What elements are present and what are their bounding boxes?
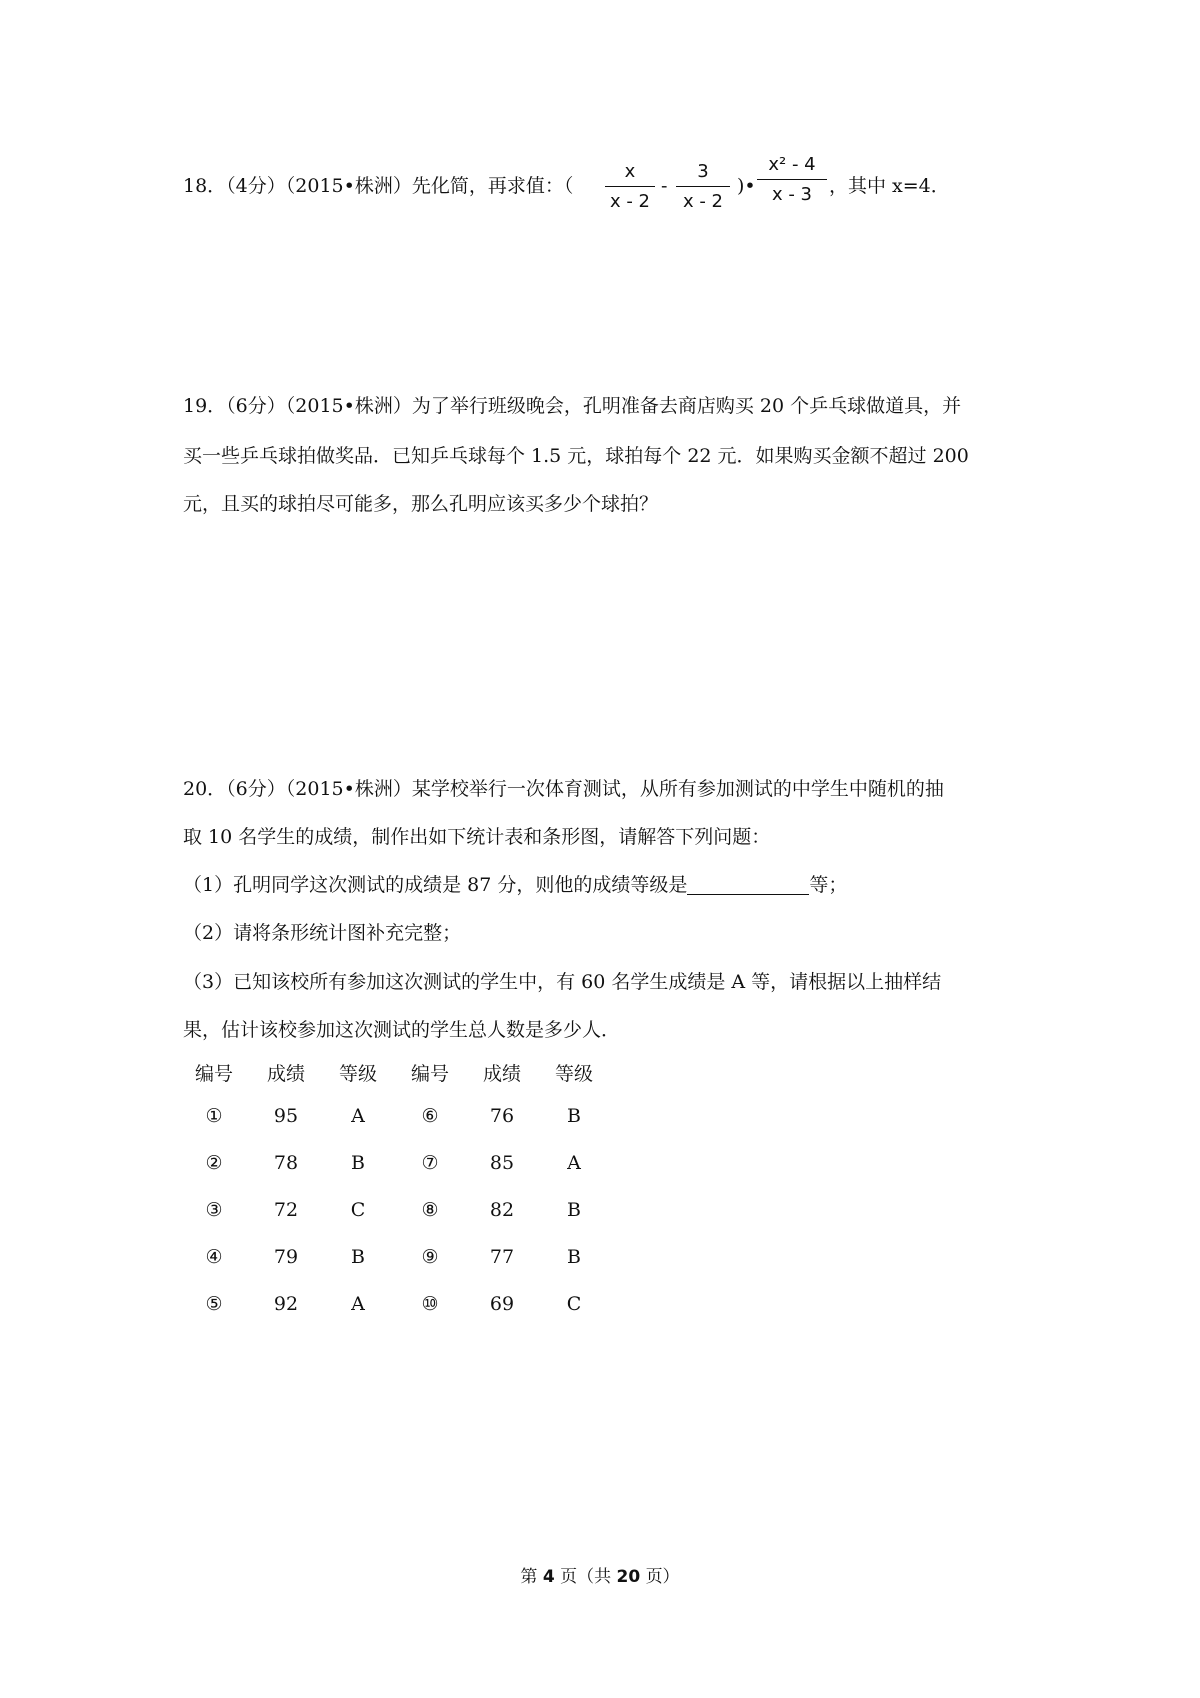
cell-score: 95 [273, 1104, 299, 1127]
fraction-3-over-x-minus-2 [676, 161, 730, 212]
cell-score: 85 [489, 1151, 515, 1174]
cell-grade: C [566, 1292, 582, 1315]
table-row [178, 1280, 610, 1327]
fraction-denominator: x - 2 [682, 191, 724, 212]
footer-prefix: 第 [520, 1567, 538, 1587]
cell-score: 78 [273, 1151, 299, 1174]
cell-number: ① [205, 1104, 223, 1127]
page-footer [0, 1562, 1200, 1587]
table-header-row [178, 1052, 610, 1092]
cell-score: 72 [273, 1198, 299, 1221]
q20-sub-question-2: （2）请将条形统计图补充完整； [183, 922, 462, 944]
cell-number: ④ [205, 1245, 223, 1268]
fraction-x2-minus-4-over-x-minus-3 [757, 154, 827, 205]
total-pages: 20 [616, 1567, 641, 1587]
page-number: 4 [542, 1567, 555, 1587]
header-grade: 等级 [338, 1062, 377, 1085]
fraction-denominator: x - 3 [771, 184, 813, 205]
q20-line-2: 取 10 名学生的成绩，制作出如下统计表和条形图，请解答下列问题： [183, 826, 771, 848]
sub-question-1-suffix: 等； [809, 874, 848, 896]
cell-score: 92 [273, 1292, 299, 1315]
cell-grade: B [351, 1245, 365, 1268]
cell-number: ⑦ [421, 1151, 439, 1174]
cell-score: 82 [489, 1198, 515, 1221]
fraction-x-over-x-minus-2 [605, 161, 655, 212]
header-score: 成绩 [266, 1062, 305, 1085]
q20-line-1: 20．（6分）（2015•株洲）某学校举行一次体育测试，从所有参加测试的中学生中随机的抽 [183, 778, 944, 800]
cell-grade: B [567, 1198, 581, 1221]
fraction-numerator: x² - 4 [757, 154, 827, 180]
header-score: 成绩 [482, 1062, 521, 1085]
q20-sub-question-1 [183, 876, 847, 895]
multiply-dot: )• [737, 175, 756, 197]
cell-score: 76 [489, 1104, 515, 1127]
q19-line-3: 元，且买的球拍尽可能多，那么孔明应该买多少个球拍？ [183, 493, 659, 515]
cell-grade: B [567, 1104, 581, 1127]
cell-grade: B [351, 1151, 365, 1174]
cell-score: 79 [273, 1245, 299, 1268]
footer-middle: 页（共 [560, 1567, 612, 1587]
cell-grade: B [567, 1245, 581, 1268]
fraction-denominator: x - 2 [609, 191, 651, 212]
cell-grade: C [350, 1198, 366, 1221]
table-row [178, 1186, 610, 1233]
minus-sign: - [661, 175, 668, 197]
q20-sub-question-3-line-1: （3）已知该校所有参加这次测试的学生中，有 60 名学生成绩是 A 等，请根据以上抽样结 [183, 971, 942, 993]
header-number: 编号 [410, 1062, 449, 1085]
cell-score: 77 [489, 1245, 515, 1268]
cell-number: ⑨ [421, 1245, 439, 1268]
q18-prefix: 18．（4分）（2015•株洲）先化简，再求值：（ [183, 175, 574, 197]
cell-grade: A [351, 1104, 365, 1127]
fraction-numerator: x [605, 161, 655, 187]
score-table [178, 1052, 610, 1327]
cell-number: ③ [205, 1198, 223, 1221]
header-grade: 等级 [554, 1062, 593, 1085]
q19-line-1: 19．（6分）（2015•株洲）为了举行班级晚会，孔明准备去商店购买 20 个乒乓球做道具，并 [183, 395, 962, 417]
answer-blank [687, 876, 809, 895]
fraction-numerator: 3 [676, 161, 730, 187]
cell-number: ⑩ [421, 1292, 439, 1315]
table-row [178, 1092, 610, 1139]
q18-suffix: ，其中 x=4． [829, 175, 950, 197]
cell-grade: A [351, 1292, 365, 1315]
cell-number: ⑧ [421, 1198, 439, 1221]
cell-number: ② [205, 1151, 223, 1174]
cell-number: ⑥ [421, 1104, 439, 1127]
table-row [178, 1139, 610, 1186]
q20-sub-question-3-line-2: 果，估计该校参加这次测试的学生总人数是多少人． [183, 1019, 621, 1041]
sub-question-1-text: （1）孔明同学这次测试的成绩是 87 分，则他的成绩等级是 [183, 874, 688, 896]
table-row [178, 1233, 610, 1280]
cell-score: 69 [489, 1292, 515, 1315]
footer-suffix: 页） [645, 1567, 680, 1587]
cell-grade: A [567, 1151, 581, 1174]
header-number: 编号 [194, 1062, 233, 1085]
q19-line-2: 买一些乒乓球拍做奖品．已知乒乓球每个 1.5 元，球拍每个 22 元．如果购买金额不超过 200 [183, 445, 969, 467]
cell-number: ⑤ [205, 1292, 223, 1315]
